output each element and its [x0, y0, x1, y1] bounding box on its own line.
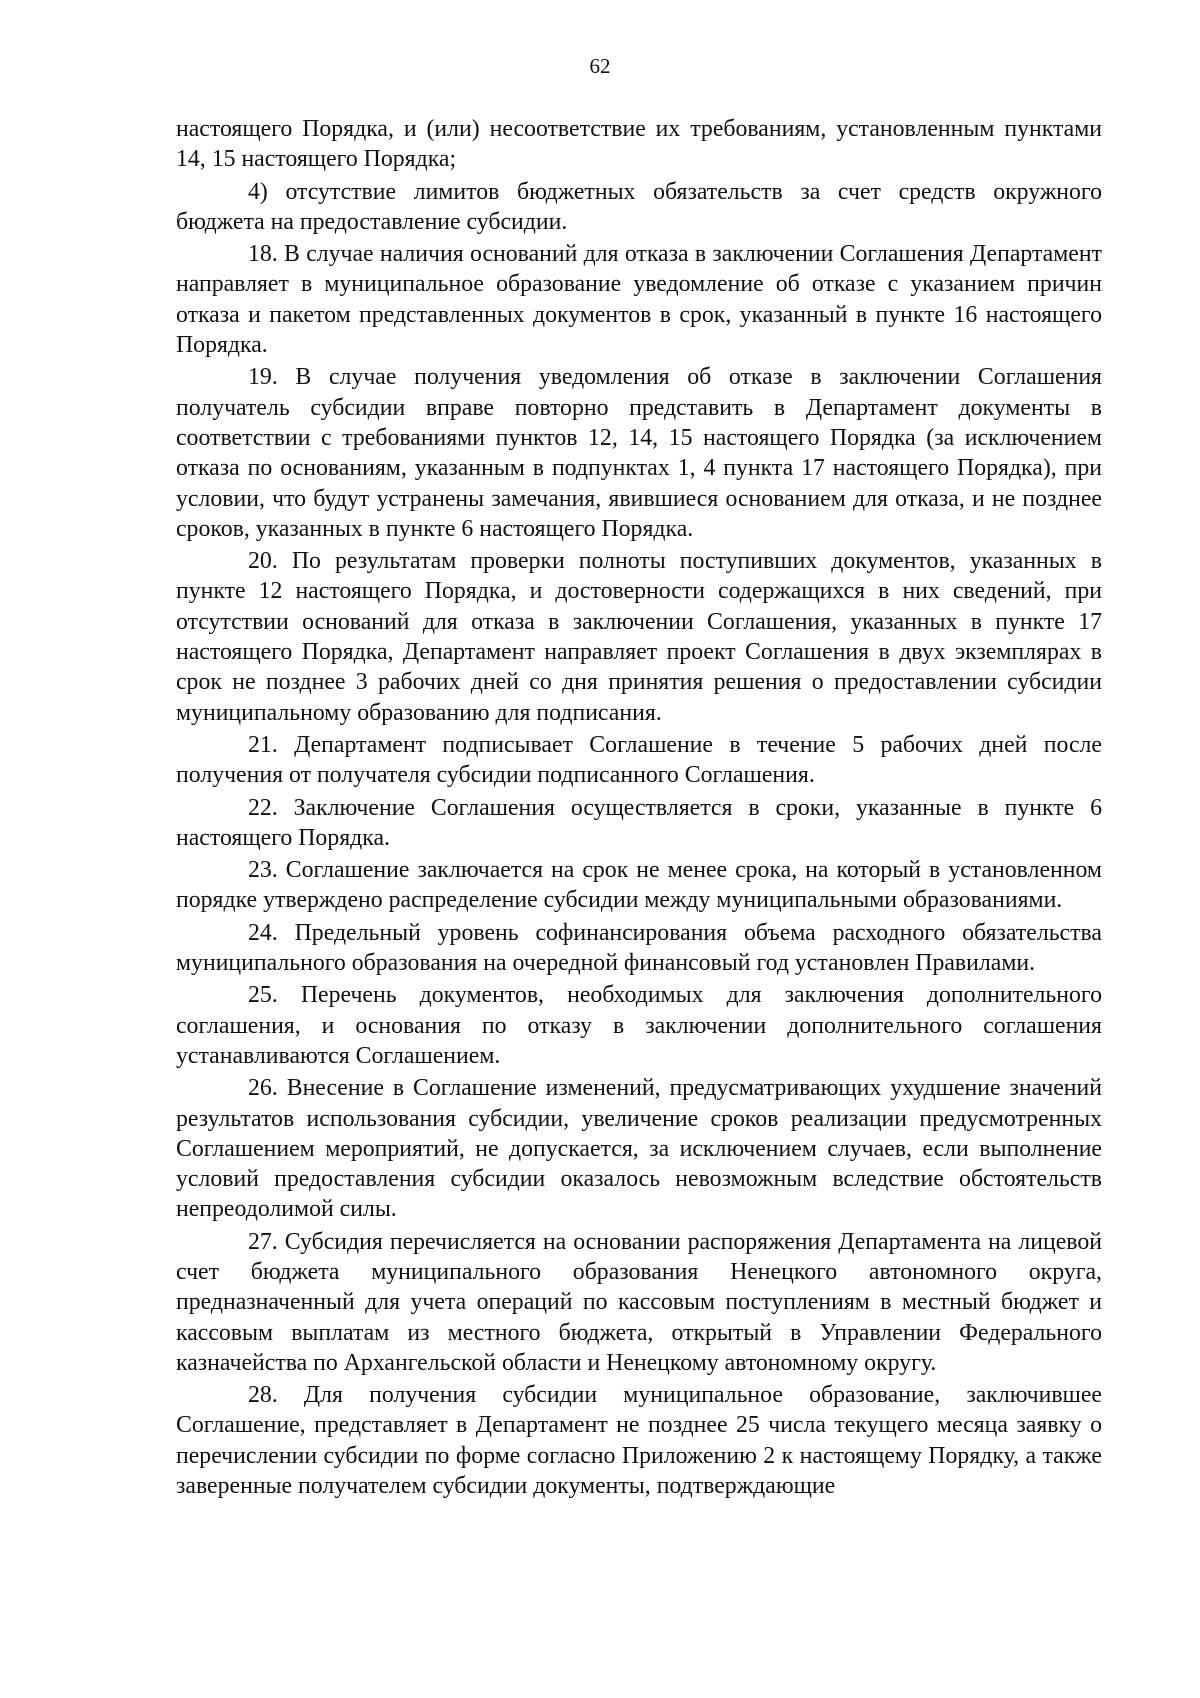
- paragraph-23: 23. Соглашение заключается на срок не менее срока, на который в установленном порядке утверждено распределение субсидии между муниципальными образованиями.: [176, 857, 1102, 914]
- paragraph-item-4: 4) отсутствие лимитов бюджетных обязательств за счет средств окружного бюджета на предоставление субсидии.: [176, 178, 1102, 235]
- paragraph-25: 25. Перечень документов, необходимых для заключения дополнительного соглашения, и основания по отказу в заключении дополнительного соглашения устанавливаются Соглашением.: [176, 982, 1102, 1069]
- paragraph-20: 20. По результатам проверки полноты поступивших документов, указанных в пункте 12 настоящего Порядка, и достоверности содержащихся в них сведений, при отсутствии оснований для отказа в заключении Соглашения, указанных в пункте 17 настоящего Порядка, Департамент направляет проект Соглашения в двух экземплярах в срок не позднее 3 рабочих дней со дня принятия решения о предоставлении субсидии муниципальному образованию для подписания.: [176, 548, 1102, 726]
- paragraph-22: 22. Заключение Соглашения осуществляется в сроки, указанные в пункте 6 настоящего Порядка.: [176, 794, 1102, 851]
- paragraph-26: 26. Внесение в Соглашение изменений, предусматривающих ухудшение значений результатов использования субсидии, увеличение сроков реализации предусмотренных Соглашением мероприятий, не допускается, за исключением случаев, если выполнение условий предоставления субсидии оказалось невозможным вследствие обстоятельств непреодолимой силы.: [176, 1075, 1102, 1223]
- page-number: 62: [589, 54, 611, 78]
- document-body: [176, 114, 1102, 1503]
- paragraph-18: 18. В случае наличия оснований для отказа в заключении Соглашения Департамент направляет в муниципальное образование уведомление об отказе с указанием причин отказа и пакетом представленных документов в срок, указанный в пункте 16 настоящего Порядка.: [176, 241, 1102, 359]
- paragraph-19: 19. В случае получения уведомления об отказе в заключении Соглашения получатель субсидии вправе повторно представить в Департамент документы в соответствии с требованиями пунктов 12, 14, 15 настоящего Порядка (за исключением отказа по основаниям, указанным в подпунктах 1, 4 пункта 17 настоящего Порядка), при условии, что будут устранены замечания, явившиеся основанием для отказа, и не позднее сроков, указанных в пункте 6 настоящего Порядка.: [176, 364, 1102, 542]
- paragraph-28: 28. Для получения субсидии муниципальное образование, заключившее Соглашение, представляет в Департамент не позднее 25 числа текущего месяца заявку о перечислении субсидии по форме согласно Приложению 2 к настоящему Порядку, а также заверенные получателем субсидии документы, подтверждающие: [176, 1382, 1102, 1500]
- paragraph-continuation: настоящего Порядка, и (или) несоответствие их требованиям, установленным пунктами 14, 15 настоящего Порядка;: [176, 116, 1102, 173]
- paragraph-21: 21. Департамент подписывает Соглашение в течение 5 рабочих дней после получения от получателя субсидии подписанного Соглашения.: [176, 731, 1102, 789]
- paragraph-24: 24. Предельный уровень софинансирования объема расходного обязательства муниципального образования на очередной финансовый год установлен Правилами.: [176, 919, 1102, 977]
- paragraph-27: 27. Субсидия перечисляется на основании распоряжения Департамента на лицевой счет бюджета муниципального образования Ненецкого автономного округа, предназначенный для учета операций по кассовым поступлениям в местный бюджет и кассовым выплатам из местного бюджета, открытый в Управлении Федерального казначейства по Архангельской области и Ненецкому автономному округу.: [176, 1228, 1102, 1376]
